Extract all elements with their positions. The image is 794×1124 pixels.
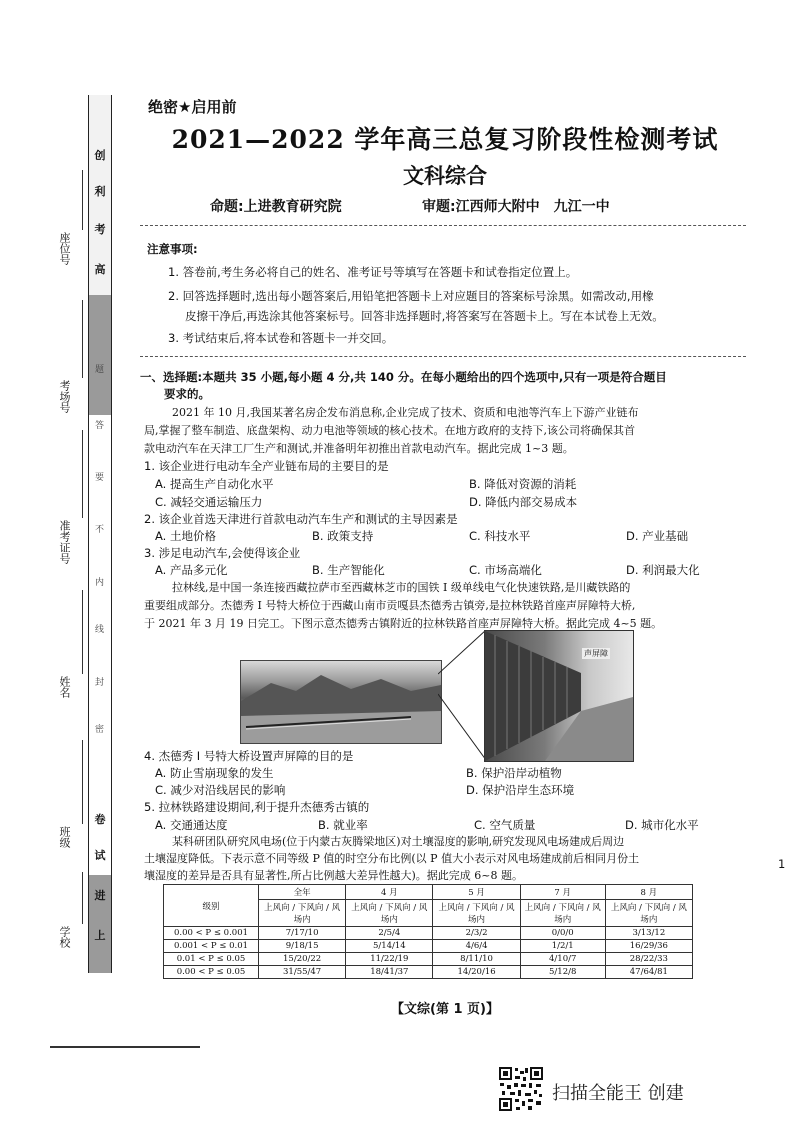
page-footer: 【文综(第 1 页)】 [391, 1002, 499, 1017]
seal-word: 封 [95, 678, 105, 688]
table-group-header: 7 月 [520, 885, 605, 900]
scanner-watermark: 扫描全能王 创建 [552, 1083, 684, 1104]
question-stem: 2. 该企业首选天津进行首款电动汽车生产和测试的主导因素是 [144, 512, 458, 526]
binding-line [82, 170, 83, 230]
table-cell: 18/41/37 [346, 966, 433, 979]
table-level: 0.001 < P ≤ 0.01 [164, 940, 259, 953]
seal-word: 密 [95, 725, 105, 735]
option-a[interactable]: A. 产品多元化 [155, 563, 228, 577]
table-group-header: 5 月 [433, 885, 520, 900]
table-cell: 1/2/1 [520, 940, 605, 953]
noise-barrier-label: 声屏障 [584, 649, 608, 658]
zoom-connector-lines [438, 630, 486, 762]
field-class: 班级 [58, 826, 71, 848]
binding-line [82, 740, 83, 824]
passage-line: 于 2021 年 3 月 19 日完工。下图示意杰德秀古镇附近的拉林铁路首座声屏障特大桥。据此完成 4~5 题。 [144, 617, 663, 630]
exam-title: 2021—2022 学年高三总复习阶段性检测考试 [171, 125, 719, 154]
bottom-rule [50, 1046, 200, 1048]
header-divider [140, 225, 746, 226]
table-cell: 14/20/16 [433, 966, 520, 979]
option-b[interactable]: B. 就业率 [318, 818, 368, 832]
seal-word: 题 [95, 365, 105, 375]
option-a[interactable]: A. 提高生产自动化水平 [155, 477, 274, 491]
notes-heading: 注意事项: [147, 242, 198, 256]
option-c[interactable]: C. 减轻交通运输压力 [155, 495, 263, 509]
passage-line: 款电动汽车在天津工厂生产和测试,并准备明年初推出首款电动汽车。据此完成 1~3 题。 [144, 442, 574, 455]
passage-line: 土壤湿度降低。下表示意不同等级 P 值的时空分布比例(以 P 值大小表示对风电场建成前后相同月份土 [144, 852, 640, 865]
option-a[interactable]: A. 土地价格 [155, 529, 216, 543]
table-cell: 4/6/4 [433, 940, 520, 953]
table-subheader: 上风向 / 下风向 / 风场内 [346, 900, 433, 927]
table-cell: 0/0/0 [520, 927, 605, 940]
bridge-landscape-photo [240, 660, 442, 744]
field-seat-number: 座位号 [58, 232, 71, 265]
table-cell: 31/55/47 [259, 966, 346, 979]
table-cell: 15/20/22 [259, 953, 346, 966]
option-a[interactable]: A. 交通通达度 [155, 818, 228, 832]
side-page-mark: 1 [778, 857, 786, 871]
question-stem: 5. 拉林铁路建设期间,利于提升杰德秀古镇的 [144, 800, 370, 814]
table-cell: 9/18/15 [259, 940, 346, 953]
note-item: 皮擦干净后,再选涂其他答案标号。回答非选择题时,将答案写在答题卡上。写在本试卷上无效。 [185, 309, 664, 323]
option-d[interactable]: D. 城市化水平 [625, 818, 699, 832]
note-item: 3. 考试结束后,将本试卷和答题卡一并交回。 [168, 331, 394, 345]
binding-line [82, 430, 83, 518]
passage-line: 重要组成部分。杰德秀 Ⅰ 号特大桥位于西藏山南市贡嘎县杰德秀古镇旁,是拉林铁路首座声屏障特大桥, [144, 599, 636, 612]
table-subheader: 上风向 / 下风向 / 风场内 [259, 900, 346, 927]
table-cell: 47/64/81 [605, 966, 692, 979]
field-school: 学校 [58, 926, 71, 948]
section-heading: 一、选择题:本题共 35 小题,每小题 4 分,共 140 分。在每小题给出的四个选项中,只有一项是符合题目 [140, 370, 667, 384]
seal-word: 内 [95, 578, 105, 588]
question-stem: 1. 该企业进行电动车全产业链布局的主要目的是 [144, 459, 389, 473]
table-group-header: 8 月 [605, 885, 692, 900]
noise-barrier-photo [484, 630, 634, 762]
binding-line [82, 872, 83, 924]
binding-line [82, 590, 83, 674]
option-b[interactable]: B. 生产智能化 [312, 563, 385, 577]
table-level: 0.01 < P ≤ 0.05 [164, 953, 259, 966]
option-c[interactable]: C. 科技水平 [469, 529, 531, 543]
option-b[interactable]: B. 政策支持 [312, 529, 374, 543]
option-d[interactable]: D. 产业基础 [626, 529, 689, 543]
field-admission-number: 准考证号 [58, 520, 71, 564]
binding-line [82, 300, 83, 378]
strip-char: 高 [94, 263, 106, 276]
passage-line: 2021 年 10 月,我国某著名房企发布消息称,企业完成了技术、资质和电池等汽车上下游产业链布 [172, 406, 639, 419]
table-level: 0.00 < P ≤ 0.001 [164, 927, 259, 940]
p-value-table [163, 884, 693, 979]
strip-char: 试 [94, 849, 106, 862]
table-cell: 5/12/8 [520, 966, 605, 979]
option-a[interactable]: A. 防止雪崩现象的发生 [155, 766, 274, 780]
option-d[interactable]: D. 保护沿岸生态环境 [466, 783, 575, 797]
table-cell: 2/3/2 [433, 927, 520, 940]
passage-line: 拉林线,是中国一条连接西藏拉萨市至西藏林芝市的国铁 Ⅰ 级单线电气化快速铁路,是川藏铁路的 [172, 581, 631, 594]
seal-word: 不 [95, 525, 105, 535]
passage-line: 局,掌握了整车制造、底盘架构、动力电池等领域的核心技术。在地方政府的支持下,该公司将确保其首 [144, 424, 635, 437]
option-b[interactable]: B. 保护沿岸动植物 [466, 766, 562, 780]
question-stem: 4. 杰德秀 Ⅰ 号特大桥设置声屏障的目的是 [144, 749, 354, 763]
strip-char: 进 [94, 889, 106, 902]
strip-char: 卷 [94, 813, 106, 826]
seal-word: 线 [95, 625, 105, 635]
table-cell: 11/22/19 [346, 953, 433, 966]
table-group-header: 全年 [259, 885, 346, 900]
seal-word: 要 [95, 473, 105, 483]
table-cell: 4/10/7 [520, 953, 605, 966]
noise-barrier-graphic [485, 631, 633, 761]
table-row [164, 940, 693, 953]
passage-line: 某科研团队研究风电场(位于内蒙古灰腾梁地区)对土壤湿度的影响,研究发现风电场建成后周边 [172, 835, 625, 848]
table-subheader: 上风向 / 下风向 / 风场内 [605, 900, 692, 927]
option-d[interactable]: D. 降低内部交易成本 [469, 495, 578, 509]
strip-char: 考 [94, 223, 106, 236]
option-c[interactable]: C. 减少对沿线居民的影响 [155, 783, 286, 797]
table-group-header-row [164, 885, 693, 900]
qr-code-icon [498, 1066, 544, 1112]
strip-char: 上 [94, 929, 106, 942]
table-cell: 8/11/10 [433, 953, 520, 966]
strip-char: 利 [94, 185, 106, 198]
author-line: 命题:上进教育研究院 [210, 199, 342, 215]
option-b[interactable]: B. 降低对资源的消耗 [469, 477, 577, 491]
table-level: 0.00 < P ≤ 0.05 [164, 966, 259, 979]
field-name: 姓名 [58, 676, 71, 698]
table-row [164, 966, 693, 979]
secret-label: 绝密★启用前 [148, 98, 237, 116]
strip-char: 创 [94, 149, 106, 162]
table-cell: 3/13/12 [605, 927, 692, 940]
subject-title: 文科综合 [403, 164, 487, 188]
question-stem: 3. 涉足电动汽车,会使得该企业 [144, 546, 301, 560]
option-c[interactable]: C. 市场高端化 [469, 563, 542, 577]
bridge-landscape-graphic [241, 661, 441, 743]
notes-divider [140, 356, 746, 357]
table-row [164, 953, 693, 966]
table-cell: 7/17/10 [259, 927, 346, 940]
passage-line: 壤湿度的差异是否具有显著性,所占比例越大差异性越大)。据此完成 6~8 题。 [144, 869, 523, 882]
note-item: 1. 答卷前,考生务必将自己的姓名、准考证号等填写在答题卡和试卷指定位置上。 [168, 265, 578, 279]
table-row [164, 927, 693, 940]
table-cell: 16/29/36 [605, 940, 692, 953]
table-corner: 级别 [164, 885, 259, 927]
option-d[interactable]: D. 利润最大化 [626, 563, 700, 577]
field-exam-room: 考场号 [58, 380, 71, 413]
option-c[interactable]: C. 空气质量 [474, 818, 536, 832]
table-subheader: 上风向 / 下风向 / 风场内 [520, 900, 605, 927]
table-cell: 28/22/33 [605, 953, 692, 966]
table-cell: 5/14/14 [346, 940, 433, 953]
note-item: 2. 回答选择题时,选出每小题答案后,用铅笔把答题卡上对应题目的答案标号涂黑。如需改动,用橡 [168, 289, 654, 303]
table-group-header: 4 月 [346, 885, 433, 900]
reviewer-line: 审题:江西师大附中 九江一中 [422, 199, 610, 215]
seal-word: 答 [95, 421, 105, 431]
section-heading-cont: 要求的。 [164, 387, 210, 401]
table-cell: 2/5/4 [346, 927, 433, 940]
table-subheader: 上风向 / 下风向 / 风场内 [433, 900, 520, 927]
